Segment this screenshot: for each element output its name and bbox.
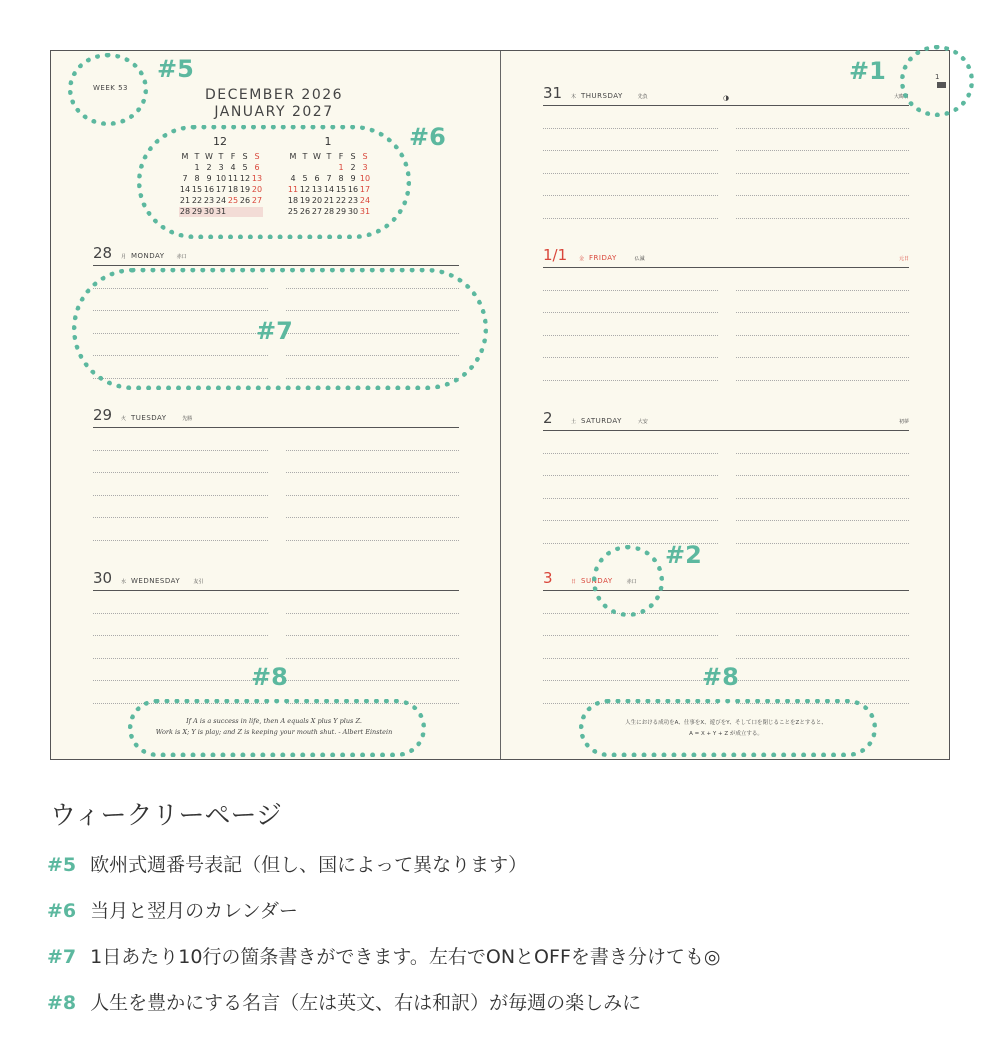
writing-line[interactable] (543, 476, 718, 499)
weekday-header: T (218, 152, 224, 161)
day-name: FRIDAY (589, 254, 617, 262)
writing-line[interactable] (286, 591, 459, 614)
calendar-day: 17 (359, 185, 371, 194)
writing-line[interactable] (736, 174, 909, 197)
legend-item-6 (47, 896, 298, 923)
line-column (736, 431, 909, 544)
writing-line[interactable] (543, 636, 718, 659)
calendar-day: 24 (359, 196, 371, 205)
writing-line[interactable] (736, 476, 909, 499)
writing-line[interactable] (543, 499, 718, 522)
calendar-day: 11 (227, 174, 239, 183)
writing-line[interactable] (736, 291, 909, 314)
calendar-day: 14 (179, 185, 191, 194)
writing-line[interactable] (736, 151, 909, 174)
calendar-day: 27 (311, 207, 323, 216)
calendar-day: 10 (215, 174, 227, 183)
legend-id: #7 (47, 946, 77, 968)
day-rokuyo: 赤口 (176, 254, 187, 260)
calendar-day: 1 (338, 163, 344, 172)
calendar-day: 4 (230, 163, 236, 172)
legend-id: #5 (47, 854, 77, 876)
calendar-day: 10 (359, 174, 371, 183)
highlight-quote-japanese (579, 699, 877, 757)
writing-line[interactable] (286, 451, 459, 474)
weekday-header: M (181, 152, 189, 161)
calendar-day: 30 (347, 207, 359, 216)
calendar-day: 8 (338, 174, 344, 183)
day-name: WEDNESDAY (131, 577, 181, 585)
calendar-day: 28 (179, 207, 191, 216)
day-rokuyo: 友引 (193, 579, 204, 585)
writing-line[interactable] (93, 451, 268, 474)
writing-line[interactable] (543, 106, 718, 129)
badge-5: #5 (157, 55, 194, 83)
line-column (93, 591, 268, 704)
day-kanji: 金 (579, 256, 585, 262)
highlight-week-number (68, 53, 148, 126)
calendar-day: 3 (362, 163, 368, 172)
writing-line[interactable] (543, 268, 718, 291)
legend-text: 当月と翌月のカレンダー (90, 900, 298, 922)
writing-line[interactable] (736, 358, 909, 381)
calendar-day: 9 (350, 174, 356, 183)
day-name: SATURDAY (581, 417, 622, 425)
calendar-day: 2 (350, 163, 356, 172)
quote-line: Work is X; Y is play; and Z is keeping your mouth shut. - Albert Einstein (155, 728, 393, 736)
day-rokuyo: 大安 (637, 419, 648, 425)
calendar-day: 4 (290, 174, 296, 183)
day-kanji: 水 (121, 579, 127, 585)
day-rokuyo: 仏滅 (634, 256, 645, 262)
calendar-day: 20 (311, 196, 323, 205)
calendar-day: 13 (311, 185, 323, 194)
calendar-day: 24 (215, 196, 227, 205)
weekday-header: W (205, 152, 213, 161)
writing-line[interactable] (286, 518, 459, 541)
writing-line[interactable] (736, 106, 909, 129)
weekday-header: S (350, 152, 356, 161)
calendar-day: 28 (323, 207, 335, 216)
day-date: 31 (543, 84, 563, 102)
weekday-header: S (362, 152, 368, 161)
writing-line[interactable] (93, 496, 268, 519)
calendar-day: 25 (287, 207, 299, 216)
writing-line[interactable] (93, 636, 268, 659)
day-kanji: 月 (121, 254, 127, 260)
day-name: SUNDAY (581, 577, 613, 585)
writing-line[interactable] (736, 614, 909, 637)
day-date: 29 (93, 406, 113, 424)
badge-8-left: #8 (251, 663, 288, 691)
calendar-day: 11 (287, 185, 299, 194)
day-kanji: 火 (121, 416, 127, 422)
calendar-day: 9 (206, 174, 212, 183)
calendar-day: 17 (215, 185, 227, 194)
day-date: 1/1 (543, 246, 568, 264)
page-number-text: 1 (935, 73, 940, 81)
weekday-header: T (194, 152, 200, 161)
quote-line: A = X + Y + Z が成立する。 (689, 731, 763, 737)
day-header (93, 246, 459, 266)
writing-line[interactable] (93, 614, 268, 637)
calendar-day: 7 (326, 174, 332, 183)
day-kanji: 木 (571, 94, 577, 100)
calendar-day: 16 (203, 185, 215, 194)
calendar-day: 3 (218, 163, 224, 172)
day-header (93, 408, 459, 428)
day-note: 初夢 (898, 419, 909, 425)
writing-line[interactable] (543, 454, 718, 477)
calendar-day: 8 (194, 174, 200, 183)
writing-line[interactable] (286, 496, 459, 519)
calendar-day: 29 (191, 207, 203, 216)
calendar-day: 6 (254, 163, 260, 172)
line-column (543, 431, 718, 544)
calendar-day: 31 (215, 207, 227, 216)
badge-6: #6 (409, 123, 446, 151)
highlight-quote-english (128, 699, 426, 757)
day-note: 元日 (898, 256, 909, 262)
day-name: THURSDAY (581, 92, 623, 100)
writing-line[interactable] (543, 196, 718, 219)
writing-line[interactable] (93, 518, 268, 541)
calendar-day: 13 (251, 174, 263, 183)
writing-line[interactable] (736, 454, 909, 477)
legend-item-7 (47, 942, 720, 969)
day-name: TUESDAY (131, 414, 167, 422)
calendar-day: 18 (227, 185, 239, 194)
writing-line[interactable] (736, 313, 909, 336)
weekday-header: F (230, 152, 236, 161)
day-rokuyo: 先勝 (182, 416, 193, 422)
writing-line[interactable] (286, 473, 459, 496)
line-column (286, 428, 459, 541)
writing-line[interactable] (93, 428, 268, 451)
legend-id: #8 (47, 992, 77, 1014)
writing-line[interactable] (543, 358, 718, 381)
calendar-day: 15 (335, 185, 347, 194)
calendar-day: 20 (251, 185, 263, 194)
day-date: 3 (543, 569, 553, 587)
day-kanji: 土 (571, 419, 577, 425)
quote-line: 人生における成功をA、仕事をX、遊びをY、そして口を閉じることをZとすると、 (625, 720, 827, 726)
weekday-header: T (302, 152, 308, 161)
legend-text: 欧州式週番号表記（但し、国によって異なります） (90, 854, 528, 876)
badge-2: #2 (665, 541, 702, 569)
calendar-day: 5 (242, 163, 248, 172)
calendar-day: 22 (191, 196, 203, 205)
badge-8-right: #8 (702, 663, 739, 691)
day-rokuyo: 先負 (637, 94, 648, 100)
day-header (543, 86, 909, 106)
day-date: 28 (93, 244, 113, 262)
calendar-day: 15 (191, 185, 203, 194)
writing-line[interactable] (543, 336, 718, 359)
calendar-day: 19 (299, 196, 311, 205)
page-gutter (500, 51, 501, 759)
day-header (543, 248, 909, 268)
writing-line[interactable] (543, 129, 718, 152)
calendar-day: 26 (239, 196, 251, 205)
quote-line: If A is a success in life, then A equals X plus Y plus Z. (186, 717, 362, 725)
planner-spread (50, 50, 950, 760)
calendar-day: 29 (335, 207, 347, 216)
legend-text: 1日あたり10行の箇条書きができます。左右でONとOFFを書き分けても◎ (90, 946, 721, 968)
line-column (93, 428, 268, 541)
highlight-rokuyo (592, 545, 664, 617)
calendar-day: 22 (335, 196, 347, 205)
calendar-day: 2 (206, 163, 212, 172)
calendar-day: 6 (314, 174, 320, 183)
weekday-header: F (338, 152, 344, 161)
writing-line[interactable] (736, 196, 909, 219)
writing-line[interactable] (286, 614, 459, 637)
weekday-header: M (289, 152, 297, 161)
calendar-day: 23 (347, 196, 359, 205)
calendar-day: 12 (239, 174, 251, 183)
calendar-day: 18 (287, 196, 299, 205)
calendar-day: 1 (194, 163, 200, 172)
writing-line[interactable] (93, 591, 268, 614)
badge-1: #1 (849, 57, 886, 85)
legend-id: #6 (47, 900, 77, 922)
mini-calendar-month-number: 12 (213, 135, 227, 148)
legend-item-5 (47, 850, 527, 877)
line-column (736, 106, 909, 219)
writing-line[interactable] (736, 129, 909, 152)
writing-line[interactable] (736, 591, 909, 614)
line-column (736, 268, 909, 381)
moon-phase-icon: ◑ (723, 94, 730, 102)
writing-line[interactable] (736, 636, 909, 659)
writing-line[interactable] (543, 313, 718, 336)
weekday-header: T (326, 152, 332, 161)
writing-line[interactable] (736, 499, 909, 522)
highlight-mini-calendars (137, 125, 411, 239)
day-note: 大晦日 (893, 94, 909, 100)
weekday-header: S (242, 152, 248, 161)
calendar-day: 27 (251, 196, 263, 205)
month-title-current: DECEMBER 2026 (204, 87, 344, 103)
calendar-day: 21 (179, 196, 191, 205)
calendar-day: 30 (203, 207, 215, 216)
writing-line[interactable] (93, 473, 268, 496)
weekday-header: S (254, 152, 260, 161)
calendar-day: 31 (359, 207, 371, 216)
calendar-day: 5 (302, 174, 308, 183)
line-column (286, 591, 459, 704)
day-rokuyo: 赤口 (626, 579, 637, 585)
calendar-day: 19 (239, 185, 251, 194)
month-title-next: JANUARY 2027 (214, 104, 334, 120)
writing-line[interactable] (93, 659, 268, 682)
writing-line[interactable] (543, 659, 718, 682)
calendar-day: 25 (227, 196, 239, 205)
day-header (543, 411, 909, 431)
writing-line[interactable] (543, 151, 718, 174)
caption-title: ウィークリーページ (50, 801, 282, 831)
calendar-day: 23 (203, 196, 215, 205)
week-number: WEEK 53 (93, 84, 128, 92)
calendar-day: 12 (299, 185, 311, 194)
writing-line[interactable] (543, 431, 718, 454)
calendar-day: 16 (347, 185, 359, 194)
calendar-day: 7 (182, 174, 188, 183)
writing-line[interactable] (736, 336, 909, 359)
writing-line[interactable] (736, 659, 909, 682)
badge-7: #7 (256, 317, 293, 345)
calendar-day: 26 (299, 207, 311, 216)
line-column (736, 591, 909, 704)
calendar-day: 21 (323, 196, 335, 205)
day-date: 30 (93, 569, 113, 587)
calendar-day: 14 (323, 185, 335, 194)
writing-line[interactable] (543, 174, 718, 197)
day-header (93, 571, 459, 591)
writing-line[interactable] (543, 291, 718, 314)
writing-line[interactable] (736, 521, 909, 544)
writing-line[interactable] (286, 636, 459, 659)
line-column (543, 268, 718, 381)
legend-text: 人生を豊かにする名言（左は英文、右は和訳）が毎週の楽しみに (90, 992, 642, 1014)
day-name: MONDAY (131, 252, 165, 260)
line-column (543, 106, 718, 219)
writing-line[interactable] (736, 268, 909, 291)
writing-line[interactable] (286, 659, 459, 682)
writing-line[interactable] (736, 431, 909, 454)
day-date: 2 (543, 409, 553, 427)
mini-calendar-month-number: 1 (324, 135, 332, 148)
day-kanji: 日 (571, 579, 577, 585)
legend-item-8 (47, 988, 641, 1015)
writing-line[interactable] (286, 428, 459, 451)
highlight-page-number (900, 45, 974, 117)
weekday-header: W (313, 152, 321, 161)
